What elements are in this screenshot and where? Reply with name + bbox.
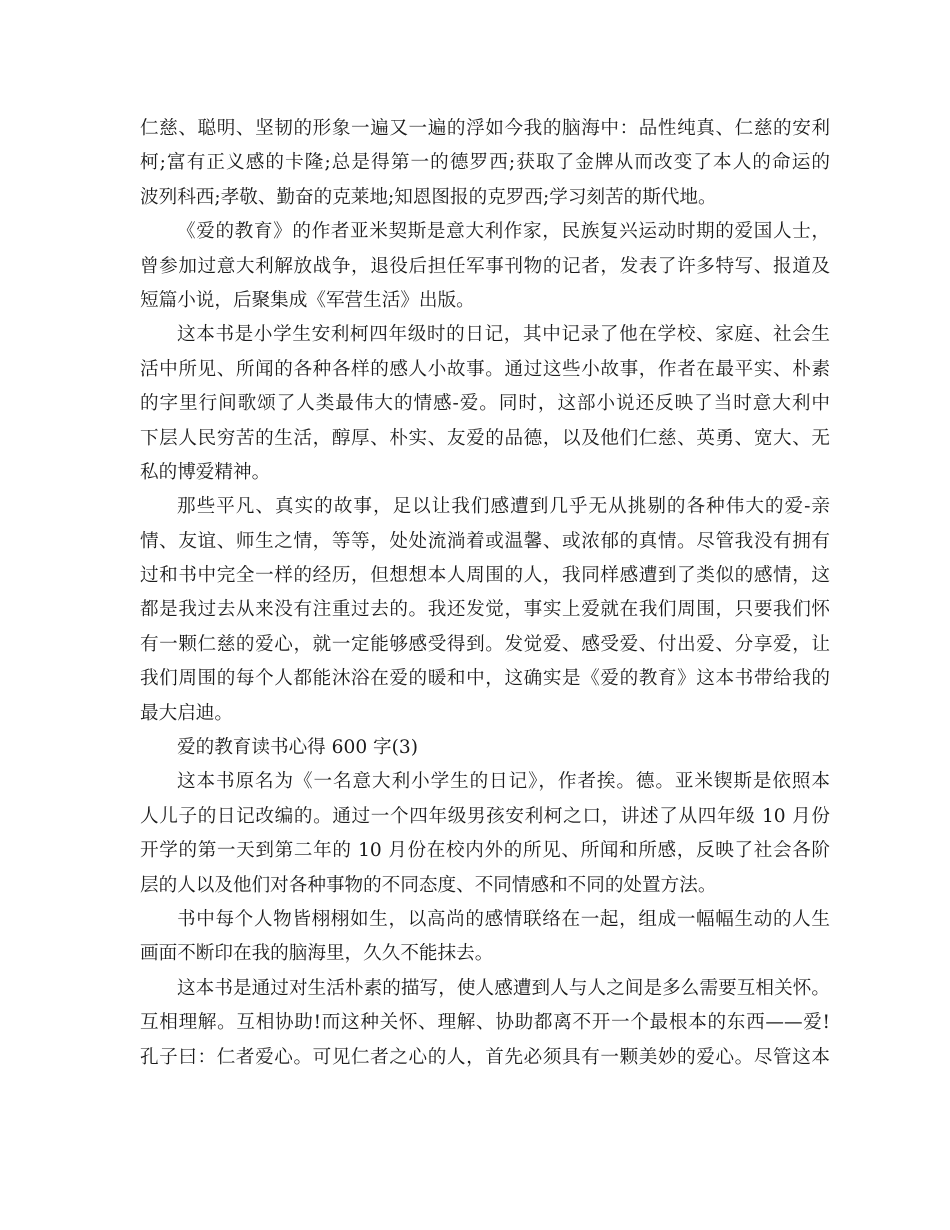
text-line: 这本书原名为《一名意大利小学生的日记》，作者挨。德。亚米锲斯是依照本 [177, 771, 830, 793]
text-line: 《爱的教育》的作者亚米契斯是意大利作家，民族复兴运动时期的爱国人士， [177, 221, 830, 243]
text-line: 孔子曰：仁者爱心。可见仁者之心的人，首先必须具有一颗美妙的爱心。尽管这本 [140, 1046, 830, 1068]
text-line: 开学的第一天到第二年的 10 月份在校内外的所见、所闻和所感，反映了社会各阶 [140, 840, 830, 862]
text-line: 这本书是通过对生活朴素的描写，使人感遭到人与人之间是多么需要互相关怀。 [177, 977, 830, 999]
text-line: 爱的教育读书心得 600 字(3) [177, 737, 418, 759]
text-line: 最大启迪。 [140, 702, 233, 724]
text-line: 有一颗仁慈的爱心，就一定能够感受得到。发觉爱、感受爱、付出爱、分享爱，让 [140, 633, 830, 655]
text-line: 曾参加过意大利解放战争，退役后担任军事刊物的记者，发表了许多特写、报道及 [140, 255, 830, 277]
text-line: 这本书是小学生安利柯四年级时的日记，其中记录了他在学校、家庭、社会生 [177, 324, 830, 346]
text-line: 活中所见、所闻的各种各样的感人小故事。通过这些小故事，作者在最平实、朴素 [140, 358, 830, 380]
text-line: 互相理解。互相协助!而这种关怀、理解、协助都离不开一个最根本的东西——爱! [140, 1012, 830, 1034]
text-line: 画面不断印在我的脑海里，久久不能抹去。 [140, 943, 494, 965]
body-text [140, 112, 830, 1075]
text-line: 那些平凡、真实的故事，足以让我们感遭到几乎无从挑剔的各种伟大的爱-亲 [177, 496, 830, 518]
text-line: 私的博爱精神。 [140, 461, 271, 483]
text-line: 情、友谊、师生之情，等等，处处流淌着或温馨、或浓郁的真情。尽管我没有拥有 [140, 530, 830, 552]
text-line: 人儿子的日记改编的。通过一个四年级男孩安利柯之口，讲述了从四年级 10 月份 [140, 805, 830, 827]
text-line: 柯;富有正义感的卡隆;总是得第一的德罗西;获取了金牌从而改变了本人的命运的 [140, 152, 830, 174]
text-line: 层的人以及他们对各种事物的不同态度、不同情感和不同的处置方法。 [140, 874, 717, 896]
text-line: 的字里行间歌颂了人类最伟大的情感-爱。同时，这部小说还反映了当时意大利中 [140, 393, 830, 415]
text-line: 波列科西;孝敬、勤奋的克莱地;知恩图报的克罗西;学习刻苦的斯代地。 [140, 186, 717, 208]
text-line: 短篇小说，后聚集成《军营生活》出版。 [140, 289, 475, 311]
text-line: 仁慈、聪明、坚韧的形象一遍又一遍的浮如今我的脑海中：品性纯真、仁慈的安利 [140, 118, 830, 139]
text-line: 下层人民穷苦的生活，醇厚、朴实、友爱的品德，以及他们仁慈、英勇、宽大、无 [140, 427, 830, 449]
text-line: 我们周围的每个人都能沐浴在爱的暖和中，这确实是《爱的教育》这本书带给我的 [140, 668, 830, 690]
text-line: 过和书中完全一样的经历，但想想本人周围的人，我同样感遭到了类似的感情，这 [140, 565, 830, 587]
text-line: 都是我过去从来没有注重过去的。我还发觉，事实上爱就在我们周围，只要我们怀 [140, 599, 830, 621]
text-line: 书中每个人物皆栩栩如生，以高尚的感情联络在一起，组成一幅幅生动的人生 [177, 908, 830, 930]
